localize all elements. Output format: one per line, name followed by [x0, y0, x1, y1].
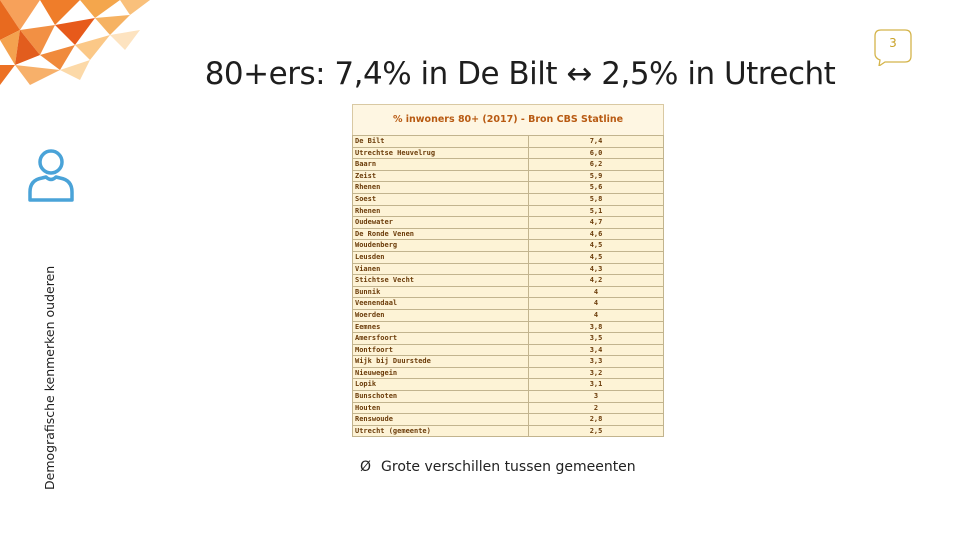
percentage-value: 4	[529, 309, 664, 321]
percentage-value: 5,6	[529, 182, 664, 194]
municipality-name: Leusden	[353, 251, 529, 263]
statistics-table	[352, 104, 664, 437]
slide-title: 80+ers: 7,4% in De Bilt ↔ 2,5% in Utrecht	[204, 56, 836, 92]
percentage-value: 6,0	[529, 147, 664, 159]
table-row	[353, 391, 664, 403]
table-row	[353, 147, 664, 159]
table-row	[353, 356, 664, 368]
percentage-value: 3,3	[529, 356, 664, 368]
municipality-name: Bunschoten	[353, 391, 529, 403]
municipality-name: Stichtse Vecht	[353, 275, 529, 287]
table-row	[353, 228, 664, 240]
table-row	[353, 321, 664, 333]
municipality-name: Woerden	[353, 309, 529, 321]
municipality-name: Utrechtse Heuvelrug	[353, 147, 529, 159]
municipality-name: Baarn	[353, 159, 529, 171]
municipality-name: Rhenen	[353, 182, 529, 194]
municipality-name: Utrecht (gemeente)	[353, 425, 529, 437]
table-row	[353, 425, 664, 437]
percentage-value: 4	[529, 286, 664, 298]
municipality-name: Houten	[353, 402, 529, 414]
percentage-value: 7,4	[529, 136, 664, 148]
percentage-value: 5,1	[529, 205, 664, 217]
municipality-name: Amersfoort	[353, 333, 529, 345]
municipality-name: De Ronde Venen	[353, 228, 529, 240]
table-row	[353, 170, 664, 182]
percentage-value: 3,4	[529, 344, 664, 356]
table-row	[353, 136, 664, 148]
table-header: % inwoners 80+ (2017) - Bron CBS Statline	[352, 104, 664, 135]
table-row	[353, 298, 664, 310]
municipality-name: Vianen	[353, 263, 529, 275]
municipality-name: Oudewater	[353, 217, 529, 229]
table-row	[353, 309, 664, 321]
table-row	[353, 159, 664, 171]
municipality-name: Montfoort	[353, 344, 529, 356]
corner-decoration	[0, 0, 150, 90]
municipality-name: Soest	[353, 193, 529, 205]
municipality-name: Rhenen	[353, 205, 529, 217]
table-row	[353, 275, 664, 287]
percentage-value: 4	[529, 298, 664, 310]
percentage-value: 3,1	[529, 379, 664, 391]
table-row	[353, 205, 664, 217]
bullet-text: Grote verschillen tussen gemeenten	[381, 459, 636, 475]
municipality-name: Nieuwegein	[353, 367, 529, 379]
municipality-name: Bunnik	[353, 286, 529, 298]
table-row	[353, 414, 664, 426]
municipality-name: Renswoude	[353, 414, 529, 426]
table-row	[353, 367, 664, 379]
percentage-value: 2	[529, 402, 664, 414]
table-row	[353, 333, 664, 345]
percentage-value: 3	[529, 391, 664, 403]
table-row	[353, 193, 664, 205]
municipality-name: Woudenberg	[353, 240, 529, 252]
user-icon	[26, 146, 76, 202]
percentage-value: 5,8	[529, 193, 664, 205]
page-number: 3	[889, 36, 897, 50]
percentage-value: 3,5	[529, 333, 664, 345]
table-row	[353, 240, 664, 252]
percentage-value: 4,5	[529, 251, 664, 263]
municipality-name: Veenendaal	[353, 298, 529, 310]
vertical-section-label: Demografische kenmerken ouderen	[42, 265, 57, 490]
municipality-name: Eemnes	[353, 321, 529, 333]
bullet-arrow-icon: Ø	[360, 459, 372, 475]
percentage-value: 6,2	[529, 159, 664, 171]
percentage-value: 2,8	[529, 414, 664, 426]
percentage-value: 2,5	[529, 425, 664, 437]
table-row	[353, 344, 664, 356]
municipality-name: Zeist	[353, 170, 529, 182]
table-row	[353, 263, 664, 275]
bullet-point	[360, 459, 636, 475]
table-row	[353, 286, 664, 298]
table-row	[353, 217, 664, 229]
percentage-value: 3,8	[529, 321, 664, 333]
percentage-value: 3,2	[529, 367, 664, 379]
table-row	[353, 379, 664, 391]
municipality-name: Lopik	[353, 379, 529, 391]
table-row	[353, 251, 664, 263]
percentage-value: 4,2	[529, 275, 664, 287]
municipality-name: Wijk bij Duurstede	[353, 356, 529, 368]
percentage-value: 4,7	[529, 217, 664, 229]
percentage-value: 4,6	[529, 228, 664, 240]
table-row	[353, 182, 664, 194]
table-row	[353, 402, 664, 414]
percentage-value: 5,9	[529, 170, 664, 182]
municipality-name: De Bilt	[353, 136, 529, 148]
percentage-value: 4,5	[529, 240, 664, 252]
data-table	[352, 135, 664, 437]
percentage-value: 4,3	[529, 263, 664, 275]
